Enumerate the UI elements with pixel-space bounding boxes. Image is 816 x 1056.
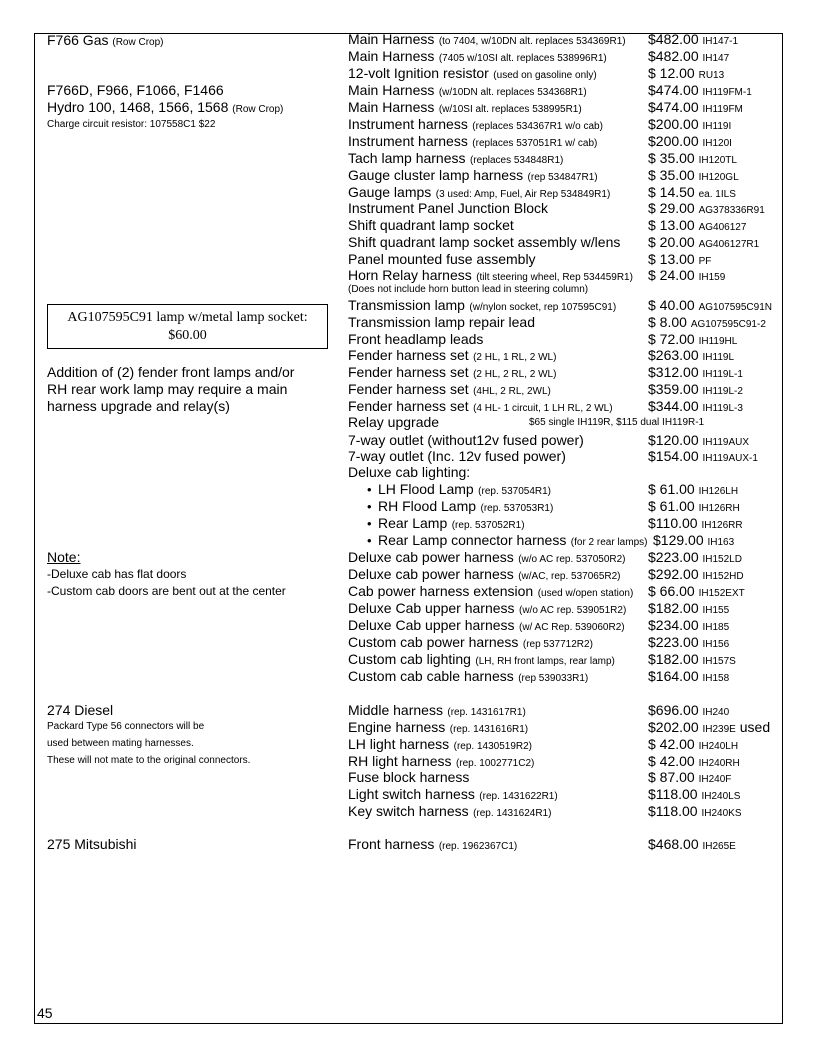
item-row <box>348 617 730 634</box>
relay-detail: $65 single IH119R, $115 dual IH119R-1 <box>529 417 705 428</box>
item-detail: (w/AC, rep. 537065R2) <box>518 571 621 582</box>
item-row <box>348 583 745 600</box>
item-price: $359.00 <box>648 381 699 397</box>
item-row <box>348 150 737 167</box>
item-row <box>348 719 771 736</box>
item-row <box>348 314 766 331</box>
item-code: IH119L-3 <box>702 403 743 414</box>
item-code: IH163 <box>707 537 735 548</box>
item-row <box>348 651 736 668</box>
item-name: Deluxe cab power harness <box>348 566 514 582</box>
item-row <box>348 753 740 770</box>
model-275-mitsubishi: 275 Mitsubishi <box>47 836 137 852</box>
item-name: Engine harness <box>348 719 446 735</box>
item-code: IH240LS <box>701 791 741 802</box>
item-code: IH119AUX-1 <box>702 453 758 464</box>
item-row <box>348 200 765 217</box>
lamp-callout-box: AG107595C91 lamp w/metal lamp socket: $60.00 <box>47 304 328 349</box>
item-row <box>348 167 739 184</box>
item-name: Light switch harness <box>348 786 475 802</box>
item-detail: (rep. 1431622R1) <box>479 791 558 802</box>
item-name: Main Harness <box>348 82 435 98</box>
item-detail: (rep. 1431616R1) <box>449 724 529 735</box>
item-code: IH157S <box>702 656 736 667</box>
item-code: IH126RR <box>701 520 743 531</box>
item-row <box>348 364 743 381</box>
item-name: Fender harness set <box>348 381 469 397</box>
item-code: IH240RH <box>698 758 740 769</box>
packard-note-1: Packard Type 56 connectors will be <box>47 721 205 732</box>
item-code: IH119I <box>702 121 732 132</box>
item-detail: (w/10SI alt. replaces 538995R1) <box>438 104 582 115</box>
item-code: IH126RH <box>698 503 740 514</box>
bullet-item-row <box>378 515 743 532</box>
item-name: Deluxe Cab upper harness <box>348 617 515 633</box>
item-price: $ 42.00 <box>648 753 695 769</box>
item-price: $ 35.00 <box>648 150 695 166</box>
item-code: IH240F <box>698 774 732 785</box>
item-code: IH152LD <box>702 554 742 565</box>
item-code: IH119AUX <box>702 437 750 448</box>
item-code: IH147-1 <box>702 36 739 47</box>
item-detail: (rep. 1431617R1) <box>447 707 526 718</box>
item-code: IH240KS <box>701 808 742 819</box>
model-label: F766 Gas <box>47 32 109 48</box>
page-number: 45 <box>37 1005 53 1021</box>
item-name: Panel mounted fuse assembly <box>348 251 536 267</box>
item-row <box>348 99 743 116</box>
note-line-1: -Deluxe cab has flat doors <box>47 567 187 581</box>
item-price: $118.00 <box>648 803 698 819</box>
item-row <box>348 133 732 150</box>
item-code: RU13 <box>698 70 725 81</box>
item-row <box>348 347 735 364</box>
item-price: $110.00 <box>648 515 698 531</box>
item-detail: (tilt steering wheel, Rep 534459R1) <box>476 272 633 283</box>
addition-line-2: RH rear work lamp may require a main <box>47 381 288 397</box>
item-detail: (w/nylon socket, rep 107595C91) <box>469 302 617 313</box>
item-detail: (2 HL, 1 RL, 2 WL) <box>473 352 557 363</box>
item-code: IH119L-2 <box>702 386 743 397</box>
item-detail: (to 7404, w/10DN alt. replaces 534369R1) <box>438 36 626 47</box>
item-name: Gauge cluster lamp harness <box>348 167 524 183</box>
item-detail: (replaces 534848R1) <box>469 155 564 166</box>
item-name: Deluxe cab power harness <box>348 549 514 565</box>
item-detail: (w/ AC Rep. 539060R2) <box>519 622 625 633</box>
note-title: Note: <box>47 549 81 565</box>
model-274-diesel: 274 Diesel <box>47 702 114 718</box>
item-detail: (rep. 1431624R1) <box>473 808 552 819</box>
item-price: $223.00 <box>648 549 699 565</box>
item-code: IH265E <box>702 841 736 852</box>
item-price: $200.00 <box>648 116 699 132</box>
item-detail: (used w/open station) <box>537 588 634 599</box>
item-detail: (for 2 rear lamps) <box>570 537 648 548</box>
item-code: IH159 <box>698 272 726 283</box>
item-row <box>348 234 760 251</box>
packard-note-2: used between mating harnesses. <box>47 738 194 749</box>
item-row <box>348 31 739 48</box>
item-detail: (3 used: Amp, Fuel, Air Rep 534849R1) <box>435 189 611 200</box>
item-price: $ 61.00 <box>648 498 695 514</box>
item-price: $482.00 <box>648 31 699 47</box>
item-detail: (rep. 1430519R2) <box>453 741 533 752</box>
item-price: $ 29.00 <box>648 200 695 216</box>
item-detail: (2 HL, 2 RL, 2 WL) <box>473 369 557 380</box>
item-price: $263.00 <box>648 347 699 363</box>
item-name: Transmission lamp <box>348 297 465 313</box>
item-code: IH185 <box>702 622 730 633</box>
item-price: $182.00 <box>648 600 699 616</box>
item-name: Instrument harness <box>348 133 468 149</box>
item-price: $292.00 <box>648 566 699 582</box>
item-row <box>348 769 732 786</box>
item-price: $223.00 <box>648 634 699 650</box>
item-name: Instrument harness <box>348 116 468 132</box>
item-name: Instrument Panel Junction Block <box>348 200 548 216</box>
item-name: Main Harness <box>348 48 435 64</box>
item-detail: (rep 534847R1) <box>527 172 598 183</box>
resistor-note: Charge circuit resistor: 107558C1 $22 <box>47 119 216 130</box>
item-name: Main Harness <box>348 99 435 115</box>
item-name: Cab power harness extension <box>348 583 534 599</box>
item-name: Key switch harness <box>348 803 469 819</box>
item-detail: (4 HL- 1 circuit, 1 LH RL, 2 WL) <box>473 403 613 414</box>
addition-line-1: Addition of (2) fender front lamps and/or <box>47 364 295 380</box>
item-price: $ 35.00 <box>648 167 695 183</box>
item-price: $200.00 <box>648 133 699 149</box>
item-price: $ 20.00 <box>648 234 695 250</box>
item-code: ea. 1ILS <box>698 189 736 200</box>
item-name: Main Harness <box>348 31 435 47</box>
item-name: Middle harness <box>348 702 443 718</box>
item-price: $234.00 <box>648 617 699 633</box>
item-name: Deluxe Cab upper harness <box>348 600 515 616</box>
item-price: $ 61.00 <box>648 481 695 497</box>
item-code: IH147 <box>702 53 730 64</box>
item-name: • Rear Lamp <box>378 515 447 531</box>
item-code: IH119L-1 <box>702 369 743 380</box>
item-code: IH239E <box>702 724 736 735</box>
item-code: IH120TL <box>698 155 737 166</box>
item-price: $182.00 <box>648 651 699 667</box>
model-hydro-line2 <box>47 99 283 118</box>
item-name: 7-way outlet (without12v fused power) <box>348 432 584 448</box>
item-price: $129.00 <box>653 532 704 548</box>
item-row <box>348 381 743 398</box>
item-row <box>348 48 730 65</box>
item-code: IH155 <box>702 605 730 616</box>
item-row <box>348 267 726 284</box>
item-code: IH158 <box>702 673 730 684</box>
item-code: AG406127R1 <box>698 239 760 250</box>
model-label: Hydro 100, 1468, 1566, 1568 <box>47 99 229 115</box>
item-price: $ 42.00 <box>648 736 695 752</box>
addition-line-3: harness upgrade and relay(s) <box>47 398 230 414</box>
item-name: • RH Flood Lamp <box>378 498 476 514</box>
item-code: AG378336R91 <box>698 205 765 216</box>
item-name: Fender harness set <box>348 364 469 380</box>
item-name: Custom cab cable harness <box>348 668 514 684</box>
item-name: 12-volt Ignition resistor <box>348 65 489 81</box>
item-row <box>348 803 742 820</box>
item-price: $ 12.00 <box>648 65 695 81</box>
item-detail: (7405 w/10SI alt. replaces 538996R1) <box>438 53 607 64</box>
item-code: IH119FM <box>702 104 743 115</box>
item-row <box>348 702 730 719</box>
note-line-2: -Custom cab doors are bent out at the center <box>47 584 286 598</box>
item-price: $ 13.00 <box>648 251 695 267</box>
item-code: AG107595C91N <box>698 302 772 313</box>
item-price: $ 24.00 <box>648 267 695 283</box>
item-price: $344.00 <box>648 398 699 414</box>
item-price: $312.00 <box>648 364 699 380</box>
item-name: Transmission lamp repair lead <box>348 314 535 330</box>
item-detail: (4HL, 2 RL, 2WL) <box>473 386 551 397</box>
item-name: Gauge lamps <box>348 184 432 200</box>
item-detail: (rep. 537053R1) <box>480 503 554 514</box>
item-name: Shift quadrant lamp socket <box>348 217 514 233</box>
item-name: Fuse block harness <box>348 769 470 785</box>
item-row <box>348 217 747 234</box>
item-name: Shift quadrant lamp socket assembly w/lens <box>348 234 621 250</box>
item-code: IH156 <box>702 639 730 650</box>
item-detail: (rep. 1962367C1) <box>438 841 518 852</box>
item-row <box>348 448 758 465</box>
item-detail: (LH, RH front lamps, rear lamp) <box>475 656 615 667</box>
item-price: $ 66.00 <box>648 583 695 599</box>
item-row <box>348 836 736 853</box>
item-price: $202.00 <box>648 719 699 735</box>
model-tag: (Row Crop) <box>112 37 164 48</box>
item-name: Deluxe cab lighting: <box>348 464 471 480</box>
item-detail: (rep. 537054R1) <box>478 486 551 497</box>
item-code: IH119L <box>702 352 735 363</box>
item-name: LH light harness <box>348 736 450 752</box>
item-price: $ 72.00 <box>648 331 695 347</box>
item-price: $474.00 <box>648 99 699 115</box>
item-price: $164.00 <box>648 668 699 684</box>
item-row <box>348 82 752 99</box>
item-price: $474.00 <box>648 82 699 98</box>
item-name: RH light harness <box>348 753 452 769</box>
item-name: Tach lamp harness <box>348 150 466 166</box>
bullet-item-row <box>378 481 739 498</box>
item-detail: (w/o AC rep. 539051R2) <box>519 605 627 616</box>
item-code: AG406127 <box>698 222 747 233</box>
item-row <box>348 668 730 685</box>
item-row <box>348 634 730 651</box>
model-tag: (Row Crop) <box>232 104 284 115</box>
item-detail: (rep. 1002771C2) <box>455 758 535 769</box>
item-row <box>348 331 738 348</box>
item-row <box>348 600 730 617</box>
item-code: AG107595C91-2 <box>690 319 766 330</box>
deluxe-lighting-heading <box>348 464 470 481</box>
item-row <box>348 549 742 566</box>
item-row <box>348 116 732 133</box>
item-row <box>348 432 750 449</box>
item-name: Fender harness set <box>348 398 469 414</box>
bullet-item-row <box>378 498 740 515</box>
model-f766-gas <box>47 32 164 51</box>
model-hydro-line1: F766D, F966, F1066, F1466 <box>47 82 224 98</box>
item-name: Custom cab lighting <box>348 651 471 667</box>
item-code: IH120GL <box>698 172 739 183</box>
item-detail: (rep 537712R2) <box>522 639 593 650</box>
item-code: IH119FM-1 <box>702 87 752 98</box>
bullet-item-row <box>378 532 735 549</box>
item-detail: (w/10DN alt. replaces 534368R1) <box>438 87 587 98</box>
item-extra: used <box>739 719 771 735</box>
item-price: $118.00 <box>648 786 698 802</box>
item-code: IH120I <box>702 138 732 149</box>
item-row <box>348 184 736 201</box>
relay-upgrade-row <box>348 414 705 431</box>
item-price: $ 40.00 <box>648 297 695 313</box>
item-name: Relay upgrade <box>348 414 440 430</box>
item-row <box>348 786 741 803</box>
item-name: Horn Relay harness <box>348 267 472 283</box>
item-code: IH240LH <box>698 741 739 752</box>
item-name: Fender harness set <box>348 347 469 363</box>
item-price: $468.00 <box>648 836 699 852</box>
item-price: $482.00 <box>648 48 699 64</box>
item-price: $ 87.00 <box>648 769 695 785</box>
item-row <box>348 65 725 82</box>
item-price: $154.00 <box>648 448 699 464</box>
item-detail: (w/o AC rep. 537050R2) <box>518 554 626 565</box>
item-row <box>348 566 744 583</box>
item-code: IH152HD <box>702 571 744 582</box>
item-name: Custom cab power harness <box>348 634 519 650</box>
item-row <box>348 398 743 415</box>
item-row <box>348 736 739 753</box>
item-name: • LH Flood Lamp <box>378 481 474 497</box>
item-row <box>348 297 772 314</box>
item-price: $120.00 <box>648 432 699 448</box>
item-code: PF <box>698 256 712 267</box>
item-price: $696.00 <box>648 702 699 718</box>
item-detail: (replaces 534367R1 w/o cab) <box>472 121 603 132</box>
item-code: IH152EXT <box>698 588 745 599</box>
item-price: $ 14.50 <box>648 184 695 200</box>
item-name: Front harness <box>348 836 435 852</box>
item-price: $ 13.00 <box>648 217 695 233</box>
item-price: $ 8.00 <box>648 314 687 330</box>
item-name: Front headlamp leads <box>348 331 484 347</box>
item-detail: (rep 539033R1) <box>518 673 589 684</box>
item-code: IH119HL <box>698 336 738 347</box>
horn-note: (Does not include horn button lead in steering column) <box>348 284 589 295</box>
item-detail: (replaces 537051R1 w/ cab) <box>472 138 598 149</box>
item-row <box>348 251 712 268</box>
packard-note-3: These will not mate to the original connectors. <box>47 755 251 766</box>
item-detail: (rep. 537052R1) <box>451 520 525 531</box>
item-code: IH126LH <box>698 486 739 497</box>
item-detail: (used on gasoline only) <box>493 70 597 81</box>
item-name: 7-way outlet (Inc. 12v fused power) <box>348 448 566 464</box>
item-code: IH240 <box>702 707 730 718</box>
item-name: • Rear Lamp connector harness <box>378 532 566 548</box>
